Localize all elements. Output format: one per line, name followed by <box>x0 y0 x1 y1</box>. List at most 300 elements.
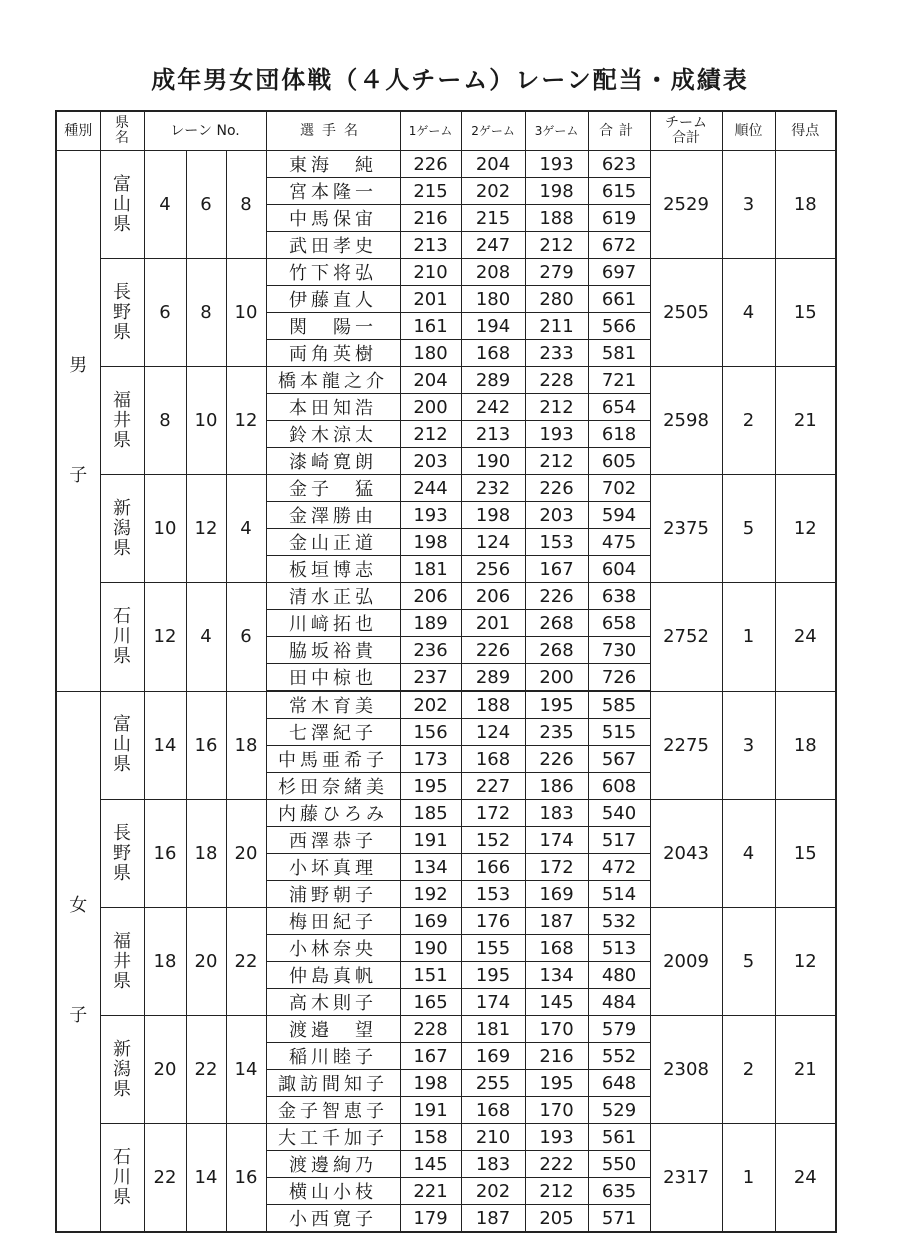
team-points: 21 <box>775 1016 836 1124</box>
player-name: 横山小枝 <box>266 1178 400 1205</box>
game2-score: 232 <box>461 475 525 502</box>
game1-score: 192 <box>400 881 461 908</box>
game3-score: 212 <box>525 448 588 475</box>
team-total: 2529 <box>650 151 722 259</box>
game2-score: 172 <box>461 800 525 827</box>
lane-number: 6 <box>144 259 186 367</box>
team-total: 2275 <box>650 691 722 800</box>
lane-number: 4 <box>186 583 226 692</box>
header-team-total: チーム合計 <box>650 111 722 151</box>
player-name: 小坏真理 <box>266 854 400 881</box>
prefecture-cell <box>100 259 144 367</box>
player-total: 517 <box>588 827 650 854</box>
game3-score: 167 <box>525 556 588 583</box>
player-total: 579 <box>588 1016 650 1043</box>
player-name: 稲川睦子 <box>266 1043 400 1070</box>
game2-score: 190 <box>461 448 525 475</box>
game1-score: 165 <box>400 989 461 1016</box>
header-lane: レーン No. <box>144 111 266 151</box>
game2-score: 289 <box>461 367 525 394</box>
game2-score: 215 <box>461 205 525 232</box>
team-points: 24 <box>775 583 836 692</box>
player-row <box>56 475 836 502</box>
game1-score: 201 <box>400 286 461 313</box>
player-name: 金澤勝由 <box>266 502 400 529</box>
game2-score: 247 <box>461 232 525 259</box>
team-total: 2505 <box>650 259 722 367</box>
player-name: 梅田紀子 <box>266 908 400 935</box>
header-game2: 2ゲーム <box>461 111 525 151</box>
game3-score: 228 <box>525 367 588 394</box>
player-total: 615 <box>588 178 650 205</box>
player-total: 532 <box>588 908 650 935</box>
player-total: 515 <box>588 719 650 746</box>
game3-score: 222 <box>525 1151 588 1178</box>
game3-score: 183 <box>525 800 588 827</box>
lane-number: 14 <box>144 691 186 800</box>
game3-score: 226 <box>525 583 588 610</box>
player-total: 648 <box>588 1070 650 1097</box>
game3-score: 268 <box>525 610 588 637</box>
game3-score: 212 <box>525 232 588 259</box>
game3-score: 134 <box>525 962 588 989</box>
team-rank: 2 <box>722 367 775 475</box>
prefecture-cell <box>100 800 144 908</box>
game1-score: 226 <box>400 151 461 178</box>
player-row <box>56 691 836 719</box>
lane-number: 18 <box>144 908 186 1016</box>
game1-score: 161 <box>400 313 461 340</box>
game1-score: 206 <box>400 583 461 610</box>
game1-score: 198 <box>400 1070 461 1097</box>
header-total: 合計 <box>588 111 650 151</box>
player-name: 中馬保宙 <box>266 205 400 232</box>
player-name: 鈴木涼太 <box>266 421 400 448</box>
player-name: 竹下将弘 <box>266 259 400 286</box>
game2-score: 213 <box>461 421 525 448</box>
player-row <box>56 367 836 394</box>
game1-score: 195 <box>400 773 461 800</box>
game1-score: 228 <box>400 1016 461 1043</box>
game1-score: 181 <box>400 556 461 583</box>
player-name: 金子 猛 <box>266 475 400 502</box>
game2-score: 168 <box>461 340 525 367</box>
game2-score: 210 <box>461 1124 525 1151</box>
header-pref: 県名 <box>100 111 144 151</box>
game1-score: 236 <box>400 637 461 664</box>
team-rank: 5 <box>722 908 775 1016</box>
player-total: 567 <box>588 746 650 773</box>
lane-number: 22 <box>226 908 266 1016</box>
team-points: 15 <box>775 800 836 908</box>
lane-number: 8 <box>144 367 186 475</box>
game2-score: 187 <box>461 1205 525 1233</box>
player-name: 川﨑拓也 <box>266 610 400 637</box>
lane-number: 12 <box>186 475 226 583</box>
player-total: 730 <box>588 637 650 664</box>
lane-number: 16 <box>226 1124 266 1233</box>
game3-score: 235 <box>525 719 588 746</box>
player-name: 小林奈央 <box>266 935 400 962</box>
game1-score: 191 <box>400 827 461 854</box>
game3-score: 174 <box>525 827 588 854</box>
prefecture-label: 富山県 <box>113 173 131 235</box>
game3-score: 187 <box>525 908 588 935</box>
team-points: 18 <box>775 151 836 259</box>
game2-score: 289 <box>461 664 525 692</box>
game1-score: 200 <box>400 394 461 421</box>
game3-score: 193 <box>525 151 588 178</box>
prefecture-cell <box>100 691 144 800</box>
prefecture-label: 長野県 <box>113 281 131 343</box>
team-rank: 1 <box>722 583 775 692</box>
game3-score: 195 <box>525 691 588 719</box>
game3-score: 212 <box>525 394 588 421</box>
player-name: 小西寛子 <box>266 1205 400 1233</box>
player-total: 619 <box>588 205 650 232</box>
player-row <box>56 151 836 178</box>
game2-score: 176 <box>461 908 525 935</box>
player-row <box>56 1124 836 1151</box>
team-rank: 3 <box>722 691 775 800</box>
team-rank: 2 <box>722 1016 775 1124</box>
game3-score: 280 <box>525 286 588 313</box>
player-name: 諏訪間知子 <box>266 1070 400 1097</box>
player-total: 697 <box>588 259 650 286</box>
team-total: 2009 <box>650 908 722 1016</box>
player-total: 561 <box>588 1124 650 1151</box>
game1-score: 180 <box>400 340 461 367</box>
player-name: 武田孝史 <box>266 232 400 259</box>
game1-score: 204 <box>400 367 461 394</box>
game1-score: 185 <box>400 800 461 827</box>
game2-score: 188 <box>461 691 525 719</box>
game3-score: 170 <box>525 1097 588 1124</box>
player-row <box>56 800 836 827</box>
game2-score: 255 <box>461 1070 525 1097</box>
player-name: 清水正弘 <box>266 583 400 610</box>
game1-score: 213 <box>400 232 461 259</box>
prefecture-cell <box>100 583 144 692</box>
prefecture-cell <box>100 151 144 259</box>
team-rank: 4 <box>722 259 775 367</box>
team-total: 2317 <box>650 1124 722 1233</box>
player-total: 604 <box>588 556 650 583</box>
game2-score: 204 <box>461 151 525 178</box>
game3-score: 193 <box>525 421 588 448</box>
game2-score: 153 <box>461 881 525 908</box>
player-total: 726 <box>588 664 650 692</box>
prefecture-cell <box>100 367 144 475</box>
player-total: 594 <box>588 502 650 529</box>
game1-score: 179 <box>400 1205 461 1233</box>
team-points: 24 <box>775 1124 836 1233</box>
player-name: 両角英樹 <box>266 340 400 367</box>
player-name: 七澤紀子 <box>266 719 400 746</box>
lane-number: 14 <box>186 1124 226 1233</box>
lane-number: 8 <box>226 151 266 259</box>
game3-score: 226 <box>525 746 588 773</box>
gender-cell <box>56 691 100 1232</box>
player-total: 571 <box>588 1205 650 1233</box>
game1-score: 156 <box>400 719 461 746</box>
header-player: 選手名 <box>266 111 400 151</box>
player-name: 田中椋也 <box>266 664 400 692</box>
team-rank: 1 <box>722 1124 775 1233</box>
player-name: 内藤ひろみ <box>266 800 400 827</box>
player-name: 脇坂裕貴 <box>266 637 400 664</box>
player-total: 605 <box>588 448 650 475</box>
player-name: 浦野朝子 <box>266 881 400 908</box>
player-row <box>56 1016 836 1043</box>
lane-number: 16 <box>186 691 226 800</box>
player-name: 渡邊絢乃 <box>266 1151 400 1178</box>
game3-score: 193 <box>525 1124 588 1151</box>
player-name: 漆崎寛朗 <box>266 448 400 475</box>
game1-score: 221 <box>400 1178 461 1205</box>
player-total: 513 <box>588 935 650 962</box>
game2-score: 168 <box>461 1097 525 1124</box>
game2-score: 201 <box>461 610 525 637</box>
prefecture-label: 石川県 <box>113 605 131 667</box>
game3-score: 200 <box>525 664 588 692</box>
team-points: 21 <box>775 367 836 475</box>
lane-number: 4 <box>144 151 186 259</box>
player-name: 東海 純 <box>266 151 400 178</box>
game3-score: 169 <box>525 881 588 908</box>
prefecture-label: 長野県 <box>113 822 131 884</box>
player-total: 472 <box>588 854 650 881</box>
player-row <box>56 908 836 935</box>
player-total: 635 <box>588 1178 650 1205</box>
player-total: 721 <box>588 367 650 394</box>
player-name: 板垣博志 <box>266 556 400 583</box>
prefecture-label: 福井県 <box>113 389 131 451</box>
game2-score: 174 <box>461 989 525 1016</box>
player-total: 608 <box>588 773 650 800</box>
lane-number: 4 <box>226 475 266 583</box>
team-total: 2043 <box>650 800 722 908</box>
game1-score: 151 <box>400 962 461 989</box>
game1-score: 215 <box>400 178 461 205</box>
lane-number: 6 <box>186 151 226 259</box>
player-name: 本田知浩 <box>266 394 400 421</box>
game1-score: 134 <box>400 854 461 881</box>
lane-number: 10 <box>144 475 186 583</box>
prefecture-label: 石川県 <box>113 1146 131 1208</box>
lane-number: 10 <box>186 367 226 475</box>
player-name: 伊藤直人 <box>266 286 400 313</box>
game3-score: 145 <box>525 989 588 1016</box>
gender-cell <box>56 151 100 692</box>
player-name: 仲島真帆 <box>266 962 400 989</box>
player-total: 654 <box>588 394 650 421</box>
results-table <box>55 110 837 1233</box>
game2-score: 202 <box>461 178 525 205</box>
lane-number: 12 <box>226 367 266 475</box>
game1-score: 169 <box>400 908 461 935</box>
game3-score: 279 <box>525 259 588 286</box>
player-total: 480 <box>588 962 650 989</box>
lane-number: 6 <box>226 583 266 692</box>
game3-score: 205 <box>525 1205 588 1233</box>
header-game1: 1ゲーム <box>400 111 461 151</box>
game3-score: 153 <box>525 529 588 556</box>
team-rank: 5 <box>722 475 775 583</box>
player-total: 552 <box>588 1043 650 1070</box>
header-rank: 順位 <box>722 111 775 151</box>
player-name: 金山正道 <box>266 529 400 556</box>
player-name: 金子智恵子 <box>266 1097 400 1124</box>
player-total: 514 <box>588 881 650 908</box>
team-total: 2308 <box>650 1016 722 1124</box>
player-total: 529 <box>588 1097 650 1124</box>
game2-score: 227 <box>461 773 525 800</box>
team-points: 15 <box>775 259 836 367</box>
player-total: 484 <box>588 989 650 1016</box>
header-game3: 3ゲーム <box>525 111 588 151</box>
prefecture-cell <box>100 1016 144 1124</box>
prefecture-cell <box>100 1124 144 1233</box>
game2-score: 180 <box>461 286 525 313</box>
game2-score: 198 <box>461 502 525 529</box>
game2-score: 168 <box>461 746 525 773</box>
gender-label: 男子 <box>69 354 88 486</box>
game1-score: 191 <box>400 1097 461 1124</box>
prefecture-cell <box>100 475 144 583</box>
gender-label: 女子 <box>69 895 88 1027</box>
game2-score: 208 <box>461 259 525 286</box>
team-rank: 3 <box>722 151 775 259</box>
team-total: 2752 <box>650 583 722 692</box>
game2-score: 206 <box>461 583 525 610</box>
player-name: 中馬亜希子 <box>266 746 400 773</box>
lane-number: 8 <box>186 259 226 367</box>
game2-score: 152 <box>461 827 525 854</box>
game3-score: 203 <box>525 502 588 529</box>
game2-score: 202 <box>461 1178 525 1205</box>
prefecture-label: 新潟県 <box>113 497 131 559</box>
game2-score: 226 <box>461 637 525 664</box>
player-total: 581 <box>588 340 650 367</box>
game1-score: 190 <box>400 935 461 962</box>
game2-score: 169 <box>461 1043 525 1070</box>
player-name: 関 陽一 <box>266 313 400 340</box>
game1-score: 189 <box>400 610 461 637</box>
lane-number: 20 <box>186 908 226 1016</box>
header-gender: 種別 <box>56 111 100 151</box>
game1-score: 145 <box>400 1151 461 1178</box>
game2-score: 155 <box>461 935 525 962</box>
lane-number: 14 <box>226 1016 266 1124</box>
game2-score: 124 <box>461 529 525 556</box>
game1-score: 173 <box>400 746 461 773</box>
lane-number: 18 <box>186 800 226 908</box>
player-total: 475 <box>588 529 650 556</box>
game1-score: 158 <box>400 1124 461 1151</box>
game1-score: 237 <box>400 664 461 692</box>
game3-score: 188 <box>525 205 588 232</box>
game2-score: 166 <box>461 854 525 881</box>
game2-score: 183 <box>461 1151 525 1178</box>
player-total: 658 <box>588 610 650 637</box>
player-total: 702 <box>588 475 650 502</box>
game1-score: 202 <box>400 691 461 719</box>
player-total: 661 <box>588 286 650 313</box>
player-total: 623 <box>588 151 650 178</box>
page-title: 成年男女団体戦（４人チーム）レーン配当・成績表 <box>151 66 749 94</box>
game3-score: 172 <box>525 854 588 881</box>
prefecture-label: 新潟県 <box>113 1038 131 1100</box>
player-total: 672 <box>588 232 650 259</box>
team-points: 18 <box>775 691 836 800</box>
game3-score: 186 <box>525 773 588 800</box>
game3-score: 170 <box>525 1016 588 1043</box>
prefecture-cell <box>100 908 144 1016</box>
team-points: 12 <box>775 475 836 583</box>
player-total: 566 <box>588 313 650 340</box>
game3-score: 211 <box>525 313 588 340</box>
team-points: 12 <box>775 908 836 1016</box>
game2-score: 256 <box>461 556 525 583</box>
game1-score: 210 <box>400 259 461 286</box>
game1-score: 244 <box>400 475 461 502</box>
game2-score: 124 <box>461 719 525 746</box>
team-total: 2598 <box>650 367 722 475</box>
prefecture-label: 福井県 <box>113 930 131 992</box>
game3-score: 268 <box>525 637 588 664</box>
player-name: 大工千加子 <box>266 1124 400 1151</box>
game2-score: 242 <box>461 394 525 421</box>
player-row <box>56 259 836 286</box>
team-total: 2375 <box>650 475 722 583</box>
game1-score: 167 <box>400 1043 461 1070</box>
lane-number: 18 <box>226 691 266 800</box>
player-name: 杉田奈緒美 <box>266 773 400 800</box>
header-points: 得点 <box>775 111 836 151</box>
game1-score: 203 <box>400 448 461 475</box>
game3-score: 226 <box>525 475 588 502</box>
player-name: 西澤恭子 <box>266 827 400 854</box>
team-rank: 4 <box>722 800 775 908</box>
player-total: 540 <box>588 800 650 827</box>
game3-score: 168 <box>525 935 588 962</box>
game1-score: 212 <box>400 421 461 448</box>
player-name: 常木育美 <box>266 691 400 719</box>
game2-score: 194 <box>461 313 525 340</box>
lane-number: 22 <box>144 1124 186 1233</box>
player-name: 橋本龍之介 <box>266 367 400 394</box>
lane-number: 22 <box>186 1016 226 1124</box>
prefecture-label: 富山県 <box>113 714 131 776</box>
lane-number: 10 <box>226 259 266 367</box>
game2-score: 181 <box>461 1016 525 1043</box>
game3-score: 212 <box>525 1178 588 1205</box>
game3-score: 233 <box>525 340 588 367</box>
game1-score: 198 <box>400 529 461 556</box>
game3-score: 198 <box>525 178 588 205</box>
player-row <box>56 583 836 610</box>
game1-score: 216 <box>400 205 461 232</box>
player-total: 585 <box>588 691 650 719</box>
player-name: 高木則子 <box>266 989 400 1016</box>
game1-score: 193 <box>400 502 461 529</box>
lane-number: 20 <box>144 1016 186 1124</box>
lane-number: 20 <box>226 800 266 908</box>
header-row <box>56 111 836 151</box>
player-total: 550 <box>588 1151 650 1178</box>
player-name: 渡邉 望 <box>266 1016 400 1043</box>
